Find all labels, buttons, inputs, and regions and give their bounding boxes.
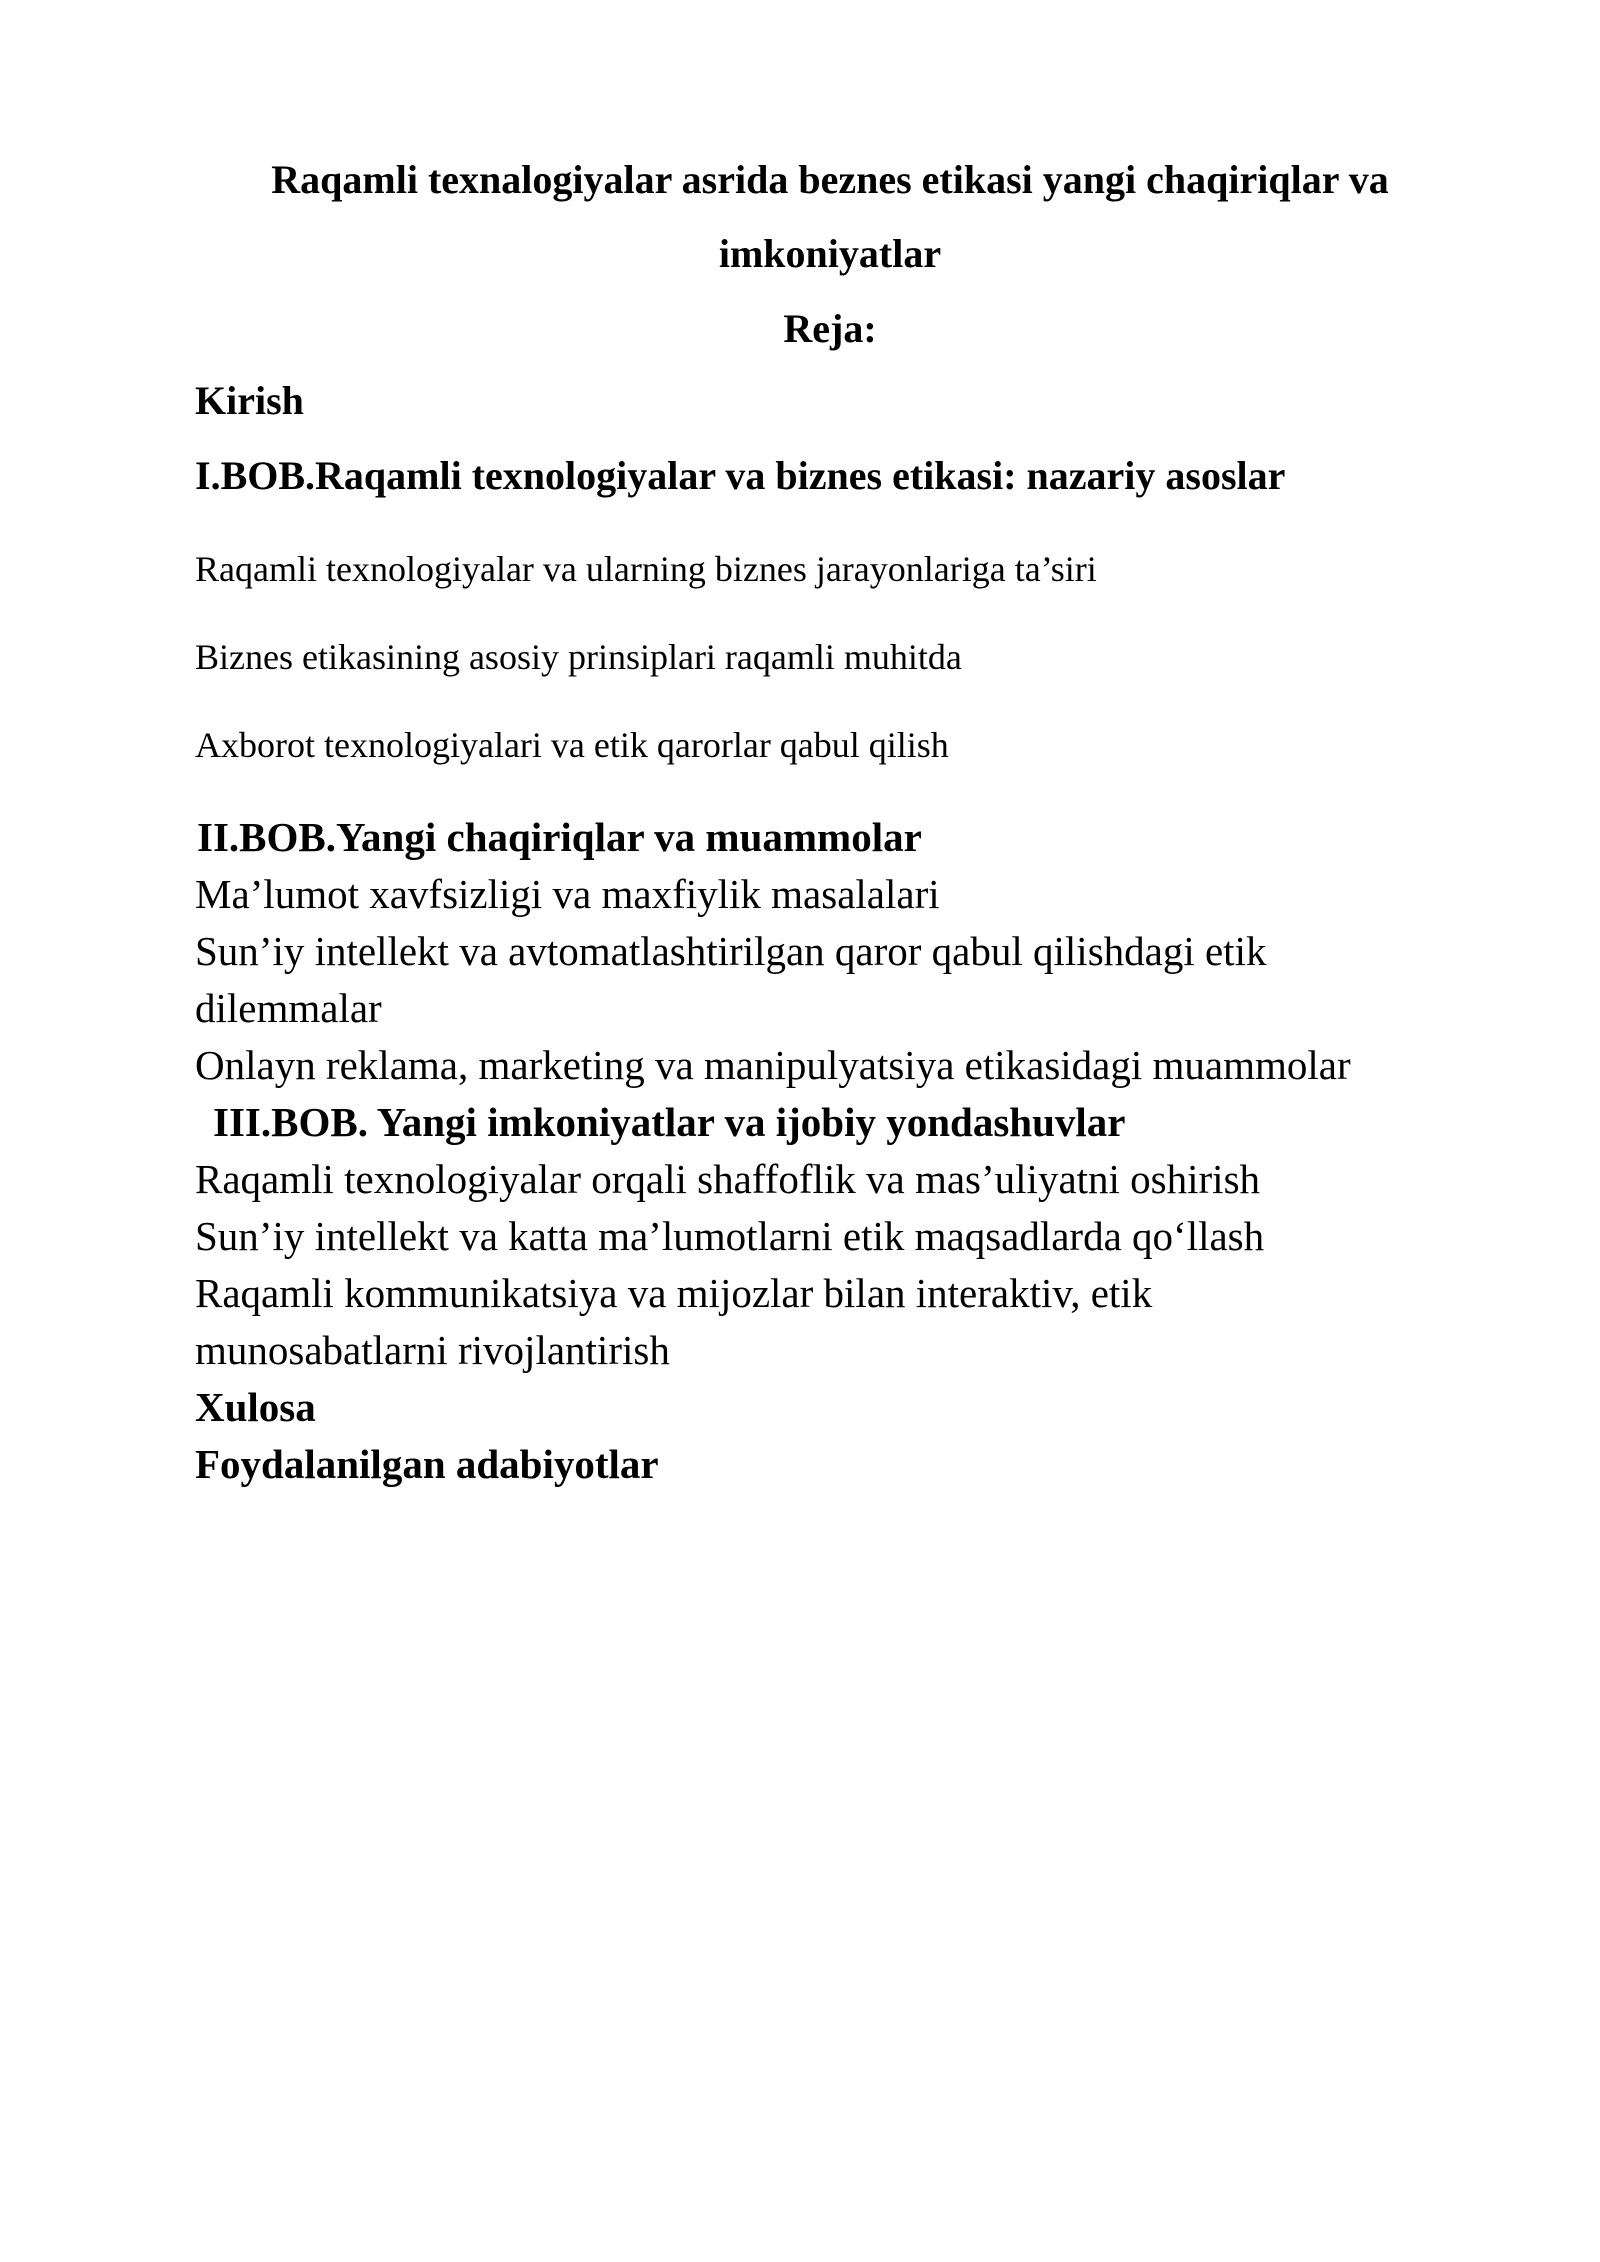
chapter1-item: Raqamli texnologiyalar va ularning biznes jarayonlariga ta’siri bbox=[195, 549, 1097, 589]
plan-heading: Reja: bbox=[783, 306, 877, 351]
chapter3-item: munosabatlarni rivojlantirish bbox=[195, 1327, 670, 1373]
chapter3-heading: III.BOB. Yangi imkoniyatlar va ijobiy yondashuvlar bbox=[213, 1099, 1126, 1145]
intro-heading: Kirish bbox=[195, 378, 304, 423]
chapter3-item: Raqamli kommunikatsiya va mijozlar bilan interaktiv, etik bbox=[195, 1270, 1153, 1316]
chapter1-item: Biznes etikasining asosiy prinsiplari raqamli muhitda bbox=[195, 637, 962, 677]
chapter2-item: Onlayn reklama, marketing va manipulyatsiya etikasidagi muammolar bbox=[195, 1042, 1351, 1088]
chapter2-heading: II.BOB.Yangi chaqiriqlar va muammolar bbox=[197, 814, 922, 860]
chapter3-item: Raqamli texnologiyalar orqali shaffoflik va mas’uliyatni oshirish bbox=[195, 1156, 1261, 1202]
chapter1-heading: I.BOB.Raqamli texnologiyalar va biznes etikasi: nazariy asoslar bbox=[195, 453, 1286, 498]
chapter2-item: Sun’iy intellekt va avtomatlashtirilgan qaror qabul qilishdagi etik bbox=[195, 928, 1267, 974]
chapter1-item: Axborot texnologiyalari va etik qarorlar qabul qilish bbox=[195, 725, 949, 765]
chapter2-item: dilemmalar bbox=[195, 985, 382, 1031]
conclusion-heading: Xulosa bbox=[195, 1384, 316, 1430]
references-heading: Foydalanilgan adabiyotlar bbox=[195, 1441, 659, 1487]
chapter2-item: Ma’lumot xavfsizligi va maxfiylik masalalari bbox=[195, 871, 940, 917]
document-title-line-2: imkoniyatlar bbox=[718, 231, 942, 276]
chapter3-item: Sun’iy intellekt va katta ma’lumotlarni etik maqsadlarda qo‘llash bbox=[195, 1213, 1265, 1259]
document-title-line-1: Raqamli texnalogiyalar asrida beznes etikasi yangi chaqiriqlar va bbox=[271, 157, 1389, 202]
